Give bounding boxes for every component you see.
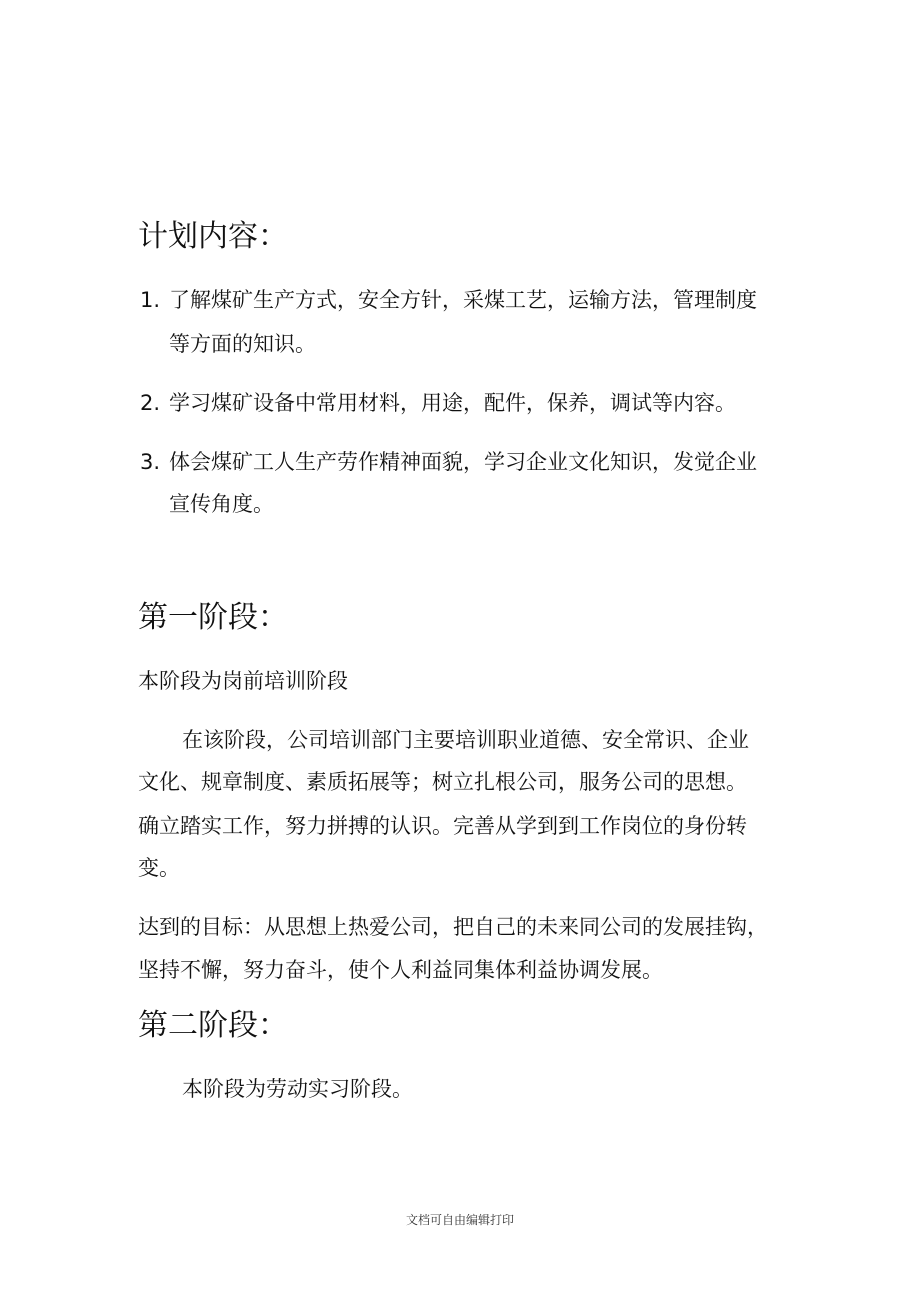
plan-item-3 bbox=[140, 448, 757, 476]
plan-item-number: 2. bbox=[140, 391, 161, 415]
paragraph-line: 变。 bbox=[138, 856, 180, 880]
goal-line: 坚持不懈，努力奋斗，使个人利益同集体利益协调发展。 bbox=[138, 958, 663, 982]
plan-item-1-continuation: 等方面的知识。 bbox=[169, 332, 316, 356]
stage1-subtitle: 本阶段为岗前培训阶段 bbox=[138, 669, 348, 693]
stage2-paragraph: 本阶段为劳动实习阶段。 bbox=[182, 1077, 413, 1101]
plan-heading: 计划内容： bbox=[138, 219, 288, 254]
plan-item-3-continuation: 宣传角度。 bbox=[169, 492, 274, 516]
plan-item-text: 了解煤矿生产方式，安全方针，采煤工艺，运输方法，管理制度 bbox=[169, 288, 757, 312]
plan-item-text: 体会煤矿工人生产劳作精神面貌，学习企业文化知识，发觉企业 bbox=[169, 450, 757, 474]
plan-item-number: 1. bbox=[140, 288, 161, 312]
plan-item-2 bbox=[140, 389, 736, 417]
stage1-heading: 第一阶段： bbox=[138, 600, 288, 635]
paragraph-line: 确立踏实工作，努力拼搏的认识。完善从学到到工作岗位的身份转 bbox=[138, 814, 747, 838]
stage2-heading: 第二阶段： bbox=[138, 1008, 288, 1043]
plan-item-text: 学习煤矿设备中常用材料，用途，配件，保养，调试等内容。 bbox=[169, 391, 736, 415]
paragraph-line: 在该阶段，公司培训部门主要培训职业道德、安全常识、企业 bbox=[182, 728, 749, 752]
paragraph-line: 文化、规章制度、素质拓展等；树立扎根公司，服务公司的思想。 bbox=[138, 770, 747, 794]
plan-item-number: 3. bbox=[140, 450, 161, 474]
plan-item-1 bbox=[140, 286, 757, 314]
goal-line: 达到的目标：从思想上热爱公司，把自己的未来同公司的发展挂钩， bbox=[138, 915, 768, 939]
page-footer: 文档可自由编辑打印 bbox=[405, 1213, 514, 1227]
